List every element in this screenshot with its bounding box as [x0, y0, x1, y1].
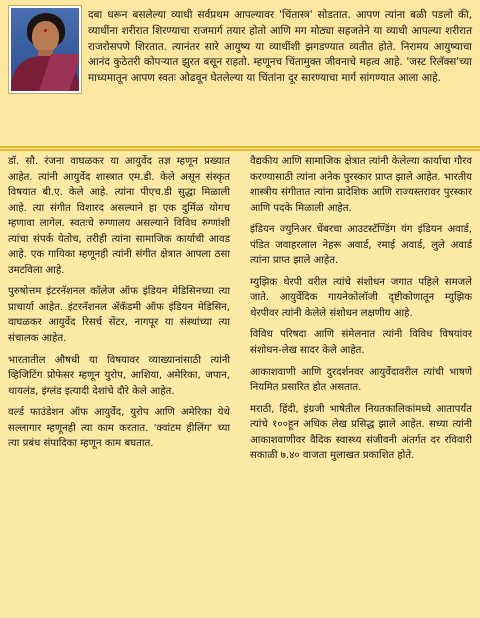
music-therapy-paragraph: म्युझिक थेरपी वरील त्यांचे संशोधन जगात पहिले समजले जाते. आयुर्वेदिक गायनेकोलॉजी दृष्टीकोणातून म्युझिक थेरपीवर त्यांनी केलेले संशोधन लक्षणीय आहे. — [250, 276, 472, 319]
author-photo — [9, 6, 81, 93]
intro-section — [0, 0, 480, 142]
lectures-paragraph: भारतातील औषधी या विषयावर व्याख्यानांसाठी त्यांनी व्हिजिटिंग प्रोफेसर म्हणून युरोप, आशिया, अमेरिका, जपान, थायलंड, इंग्लंड इत्यादी देशांचे दौरे केले आहेत. — [8, 354, 230, 397]
left-column — [8, 154, 230, 458]
college-paragraph: पुरुषोत्तम इंटरनॅशनल कॉलेज ऑफ इंडियन मेडिसिनच्या त्या प्राचार्या आहेत. इंटरनॅशनल ॲकॅडमी ऑफ इंडियन मेडिसिन, वाघळकर आयुर्वेद रिसर्च सेंटर, नागपूर या संस्थांच्या त्या संचालक आहेत. — [8, 286, 230, 345]
award-list-paragraph: इंडियन ज्युनिअर चेंबरचा आउटस्टॅण्डिंग यंग इंडियन अवार्ड, पंडित जवाहरलाल नेहरू अवार्ड, रमाई अवार्ड, लुले अवार्ड त्यांना प्राप्त झाले आहेत. — [250, 224, 472, 267]
intro-paragraph: दबा धरून बसलेल्या व्याधी सर्वप्रथम आपल्यावर 'चिंतास्त्र' सोडतात. आपण त्यांना बळी पडलो की, व्याधींना शरीरात शिरण्याचा राजमार्ग तयार होतो आणि मग मोठ्या सहजतेने या व्याधी आपल्या शरीरात राजरोसपणे शिरतात. त्यानंतर सारे आयुष्य या व्याधींशी झगडण्यात व्यतीत होते. निरामय आयुष्याचा आनंद कुठेतरी कोपऱ्यात झुरत बसून राहतो. म्हणूनच चिंतामुक्त जीवनाचे महत्व आहे. 'जस्ट रिलॅक्स'च्या माध्यमातून आपण स्वतः ओढवून घेतलेल्या या चिंतांना दूर सारण्याचा मार्ग सांगण्यात आला आहे. — [88, 9, 472, 85]
right-column — [250, 154, 472, 470]
conferences-paragraph: विविध परिषदा आणि संमेलनात त्यांनी विविध विषयांवर संशोधन-लेख सादर केले आहेत. — [250, 329, 472, 357]
foundation-paragraph: वर्ल्ड फाउंडेशन ऑफ आयुर्वेद, युरोप आणि अमेरिका येथे सल्लागार म्हणूनही त्या काम करतात. 'क्वांटम हीलिंग' च्या त्या प्रबंध संपादिका म्हणून काम बघतात. — [8, 407, 230, 450]
bio-paragraph: डॉ. सौ. रंजना वाघळकर या आयुर्वेद तज्ञ म्हणून प्रख्यात आहेत. त्यांनी आयुर्वेद शास्त्रात एम.डी. केले असून संस्कृत विषयात बी.ए. केले आहे. त्यांना पीएच.डी सुद्धा मिळाली आहे. त्या संगीत विशारद असल्याने हा एक दुर्मिळ योगच म्हणावा लागेल. स्वतःचे रुग्णालय असल्याने विविध रुग्णांशी त्यांचा संपर्क येतोच, तरीही त्यांना सामाजिक कार्याची आवड आहे. एक गायिका म्हणूनही त्यांनी संगीत क्षेत्रात आपला ठसा उमटविला आहे. — [8, 156, 230, 276]
divider-line — [0, 149, 480, 151]
broadcast-paragraph: आकाशवाणी आणि दुरदर्शनवर आयुर्वेदावरील त्यांची भाषणे नियमित प्रसारित होत असतात. — [250, 366, 472, 394]
divider-line — [0, 146, 480, 148]
awards-paragraph: वैद्यकीय आणि सामाजिक क्षेत्रात त्यांनी केलेल्या कार्याचा गौरव करण्यासाठी त्यांना अनेक पुरस्कार प्राप्त झाले आहेत. भारतीय शास्त्रीय संगीतात त्यांना प्रादेशिक आणि राज्यस्तरावर पुरस्कार आणि पदके मिळाली आहेत. — [250, 156, 472, 214]
articles-paragraph: मराठी, हिंदी, इंग्रजी भाषेतील नियतकालिकांमध्ये आतापर्यंत त्यांचे १००हून अधिक लेख प्रसिद्ध झाले आहेत. सध्या त्यांनी आकाशवाणीवर वैदिक स्वास्थ्य संजीवनी अंतर्गत दर रविवारी सकाळी ७.४० वाजता मुलाखत प्रकाशित होते. — [250, 403, 472, 462]
